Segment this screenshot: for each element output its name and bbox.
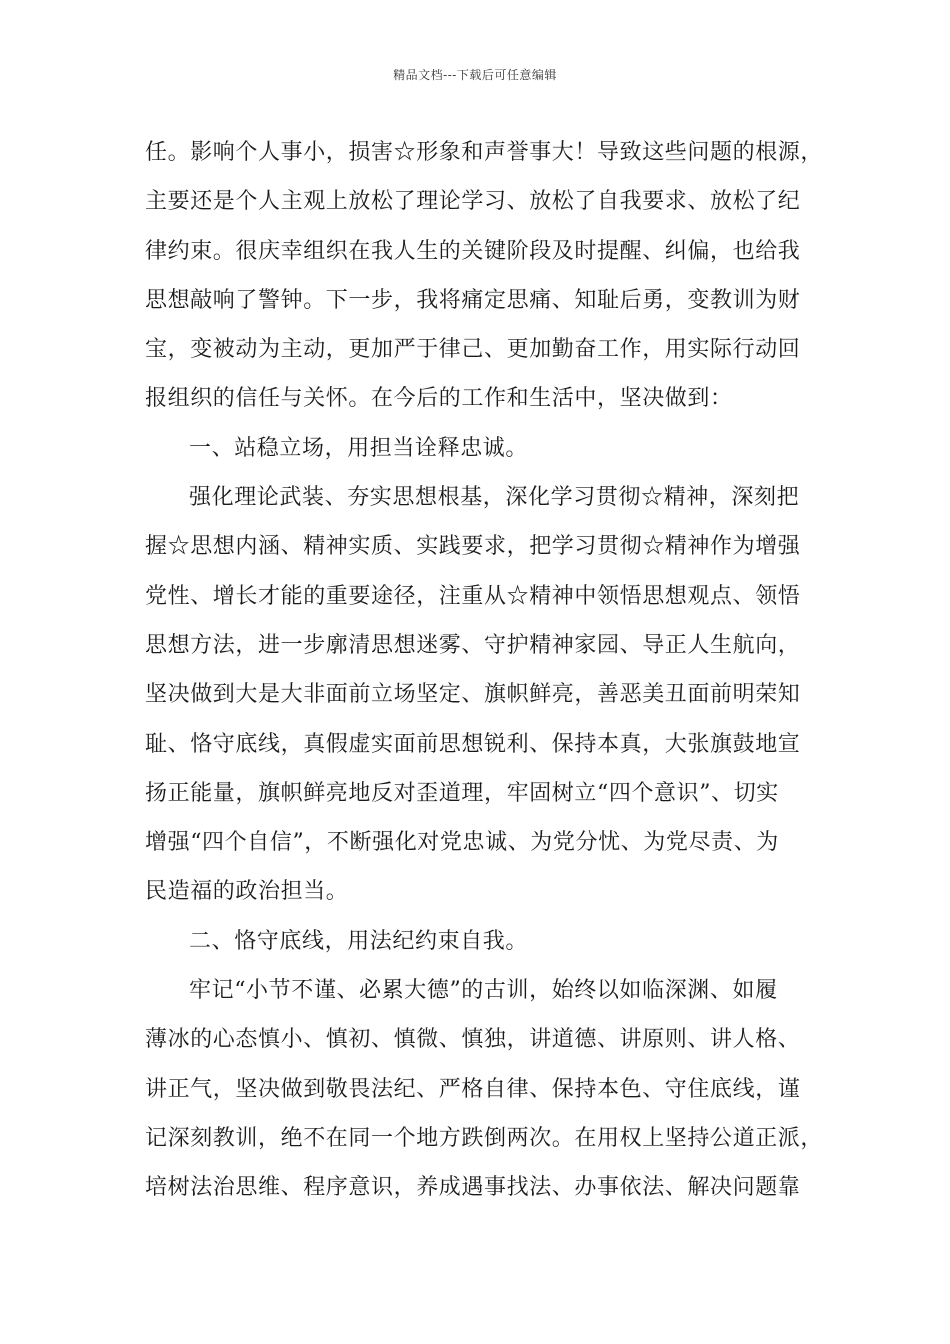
body-line: 报组织的信任与关怀。在今后的工作和生活中，坚决做到：: [145, 386, 733, 412]
body-line: 坚决做到大是大非面前立场坚定、旗帜鲜亮，善恶美丑面前明荣知: [145, 682, 801, 708]
body-line: 记深刻教训，绝不在同一个地方跌倒两次。在用权上坚持公道正派，: [145, 1125, 824, 1151]
body-line: 宝，变被动为主动，更加严于律己、更加勤奋工作，用实际行动回: [145, 337, 801, 363]
body-line: 薄冰的心态慎小、慎初、慎微、慎独，讲道德、讲原则、讲人格、: [145, 1027, 801, 1053]
body-line: 培树法治思维、程序意识，养成遇事找法、办事依法、解决问题靠: [145, 1175, 801, 1201]
body-line: 耻、恪守底线，真假虚实面前思想锐利、保持本真，大张旗鼓地宣: [145, 731, 801, 757]
body-line: 民造福的政治担当。: [145, 879, 349, 905]
body-line: 扬正能量，旗帜鲜亮地反对歪道理，牢固树立“四个意识”、切实: [145, 780, 779, 806]
body-line: 任。影响个人事小，损害☆形象和声誉事大！导致这些问题的根源，: [145, 140, 824, 165]
body-line: 律约束。很庆幸组织在我人生的关键阶段及时提醒、纠偏，也给我: [145, 238, 801, 264]
document-body: [145, 128, 835, 1213]
body-line: 思想敲响了警钟。下一步，我将痛定思痛、知耻后勇，变教训为财: [145, 287, 801, 313]
body-line: 主要还是个人主观上放松了理论学习、放松了自我要求、放松了纪: [145, 189, 801, 215]
body-line: 增强“四个自信”，不断强化对党忠诚、为党分忧、为党尽责、为: [145, 830, 779, 856]
page-header: 精品文档---下载后可任意编辑: [393, 68, 557, 82]
body-line: 思想方法，进一步廓清思想迷雾、守护精神家园、导正人生航向，: [145, 632, 801, 658]
body-line: 讲正气，坚决做到敬畏法纪、严格自律、保持本色、守住底线，谨: [145, 1076, 801, 1102]
body-line: 党性、增长才能的重要途径，注重从☆精神中领悟思想观点、领悟: [145, 583, 801, 609]
section-heading-2: 二、恪守底线，用法纪约束自我。: [189, 928, 529, 954]
body-line: 握☆思想内涵、精神实质、实践要求，把学习贯彻☆精神作为增强: [145, 534, 801, 560]
section-heading-1: 一、站稳立场，用担当诠释忠诚。: [189, 435, 529, 461]
body-line: 强化理论武装、夯实思想根基，深化学习贯彻☆精神，深刻把: [189, 485, 800, 511]
body-line: 牢记“小节不谨、必累大德”的古训，始终以如临深渊、如履: [189, 978, 778, 1004]
